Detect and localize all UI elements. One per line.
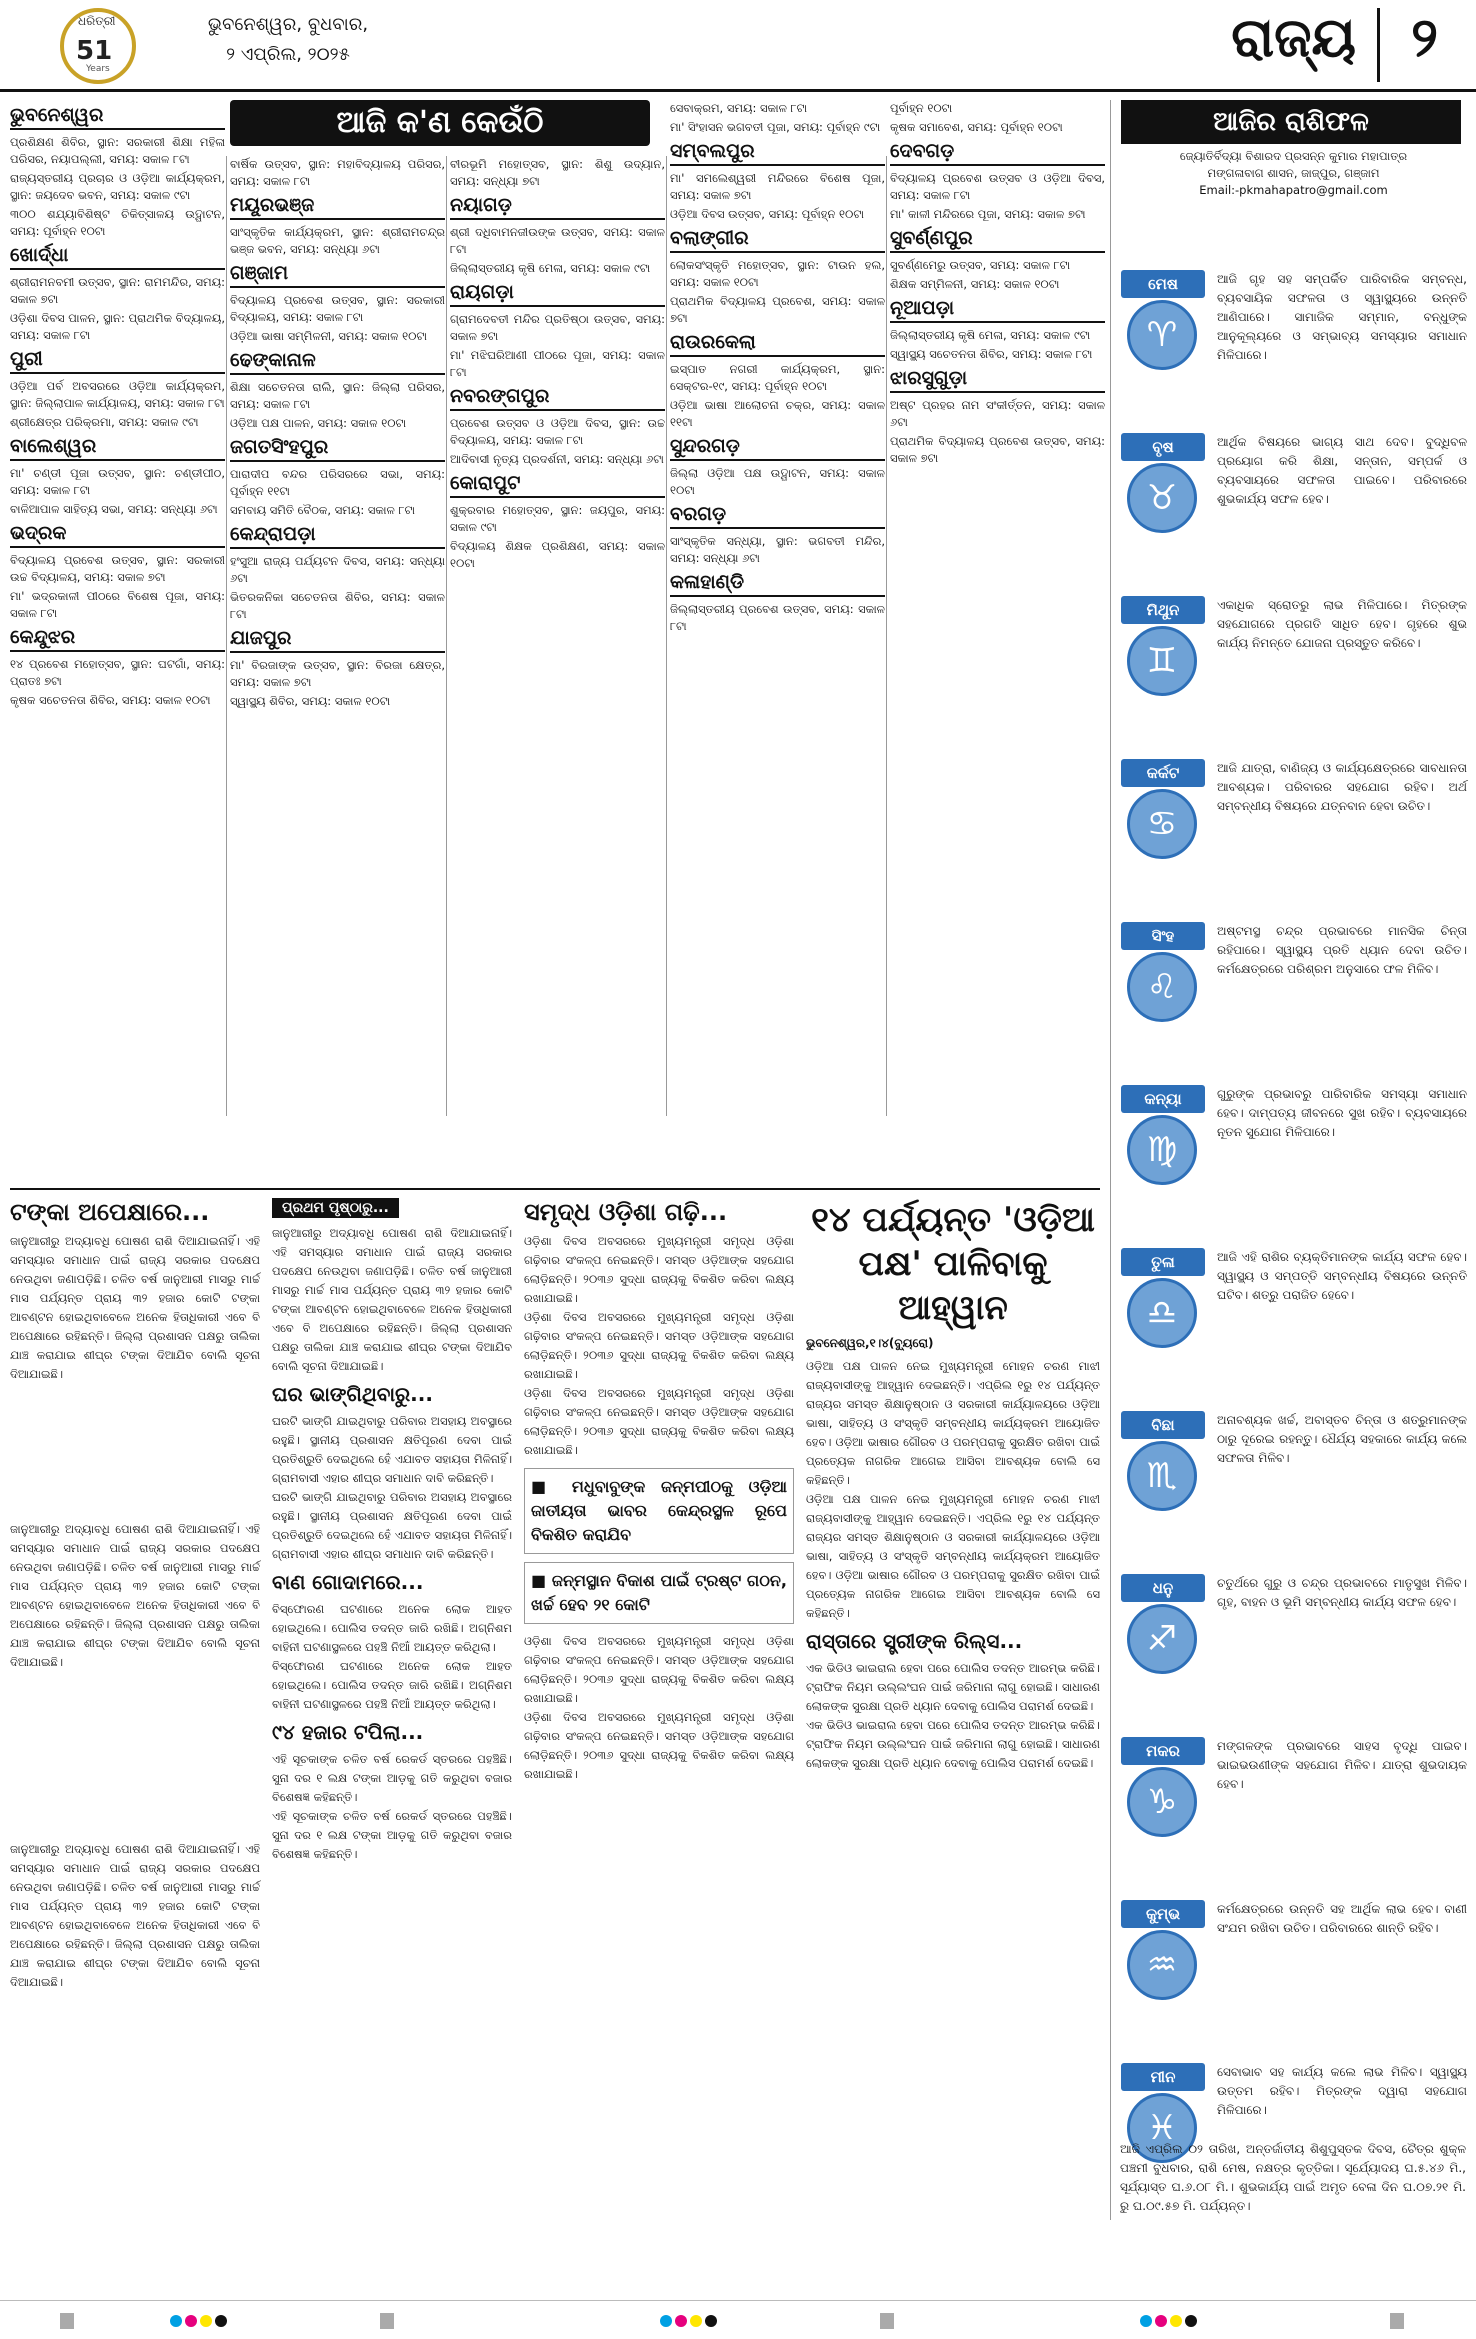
events-column (890, 100, 1105, 469)
sign-name-badge: ସିଂହ (1121, 922, 1205, 950)
event-item: ଜିଲ୍ଲାସ୍ତରୀୟ ପ୍ରବେଶ ଉତ୍ସବ, ସମୟ: ସକାଳ ୮ଟା (670, 602, 885, 633)
event-city-heading: କଳାହାଣ୍ଡି (670, 571, 885, 597)
zodiac-icon: ♍ (1127, 1115, 1197, 1185)
event-item: ବିଦ୍ୟାଳୟ ଶିକ୍ଷକ ପ୍ରଶିକ୍ଷଣ, ସମୟ: ସକାଳ ୧୦ଟା (450, 539, 665, 570)
event-item: ଓଡ଼ିଆ ଭାଷା ସମ୍ମିଳନୀ, ସମୟ: ସକାଳ ୧୦ଟା (230, 329, 428, 343)
ink-dot-icon (1155, 2315, 1167, 2327)
story-body: ବିସ୍ଫୋରଣ ଘଟଣାରେ ଅନେକ ଲୋକ ଆହତ ହୋଇଥିଲେ। ପୋଲିସ ତଦନ୍ତ ଜାରି ରଖିଛି। ଅଗ୍ନିଶମ ବାହିନୀ ଘଟଣାସ୍ଥଳରେ ପହଞ୍ଚି ନିଆଁ ଆୟତ୍ତ କରିଥିଲା। (272, 1659, 512, 1711)
sign-name-badge: କର୍କଟ (1121, 759, 1205, 787)
event-item: ମା' କାଳୀ ମନ୍ଦିରରେ ପୂଜା, ସମୟ: ସକାଳ ୭ଟା (890, 207, 1086, 221)
astrologer-address: ମଙ୍ଗଳାବାଗ ଶାସନ, ଜାଜ୍ପୁର, ଗଞ୍ଜାମ (1207, 166, 1380, 180)
event-item: ଅଷ୍ଟ ପ୍ରହର ନାମ ସଂକୀର୍ତ୍ତନ, ସମୟ: ସକାଳ ୬ଟା (890, 398, 1105, 429)
event-city-heading: ଯାଜପୁର (230, 627, 445, 653)
zodiac-icon: ♐ (1127, 1604, 1197, 1674)
event-item: ସୁବର୍ଣ୍ଣମେରୁ ଉତ୍ସବ, ସମୟ: ସକାଳ ୮ଟା (890, 258, 1071, 272)
event-item: ପ୍ରଶିକ୍ଷଣ ଶିବିର, ସ୍ଥାନ: ସରକାରୀ ଶିକ୍ଷା ମହିଳା ପରିସର, ନୟାପଲ୍ଲୀ, ସମୟ: ସକାଳ ୮ଟା (10, 135, 225, 166)
event-city-heading: ଝାରସୁଗୁଡ଼ା (890, 367, 1105, 393)
event-item: କୃଷକ ସମାବେଶ, ସମୟ: ପୂର୍ବାହ୍ନ ୧୦ଟା (890, 120, 1063, 134)
dateline-place-day: ଭୁବନେଶ୍ୱର, ବୁଧବାର, (207, 14, 369, 35)
print-gray-bar (880, 2313, 894, 2329)
events-column (670, 100, 885, 637)
event-item: ମା' ସମଲେଶ୍ୱରୀ ମନ୍ଦିରରେ ବିଶେଷ ପୂଜା, ସମୟ: ସକାଳ ୭ଟା (670, 171, 885, 202)
horoscope-credit (1121, 148, 1466, 199)
event-item: ସମବାୟ ସମିତି ବୈଠକ, ସମୟ: ସକାଳ ୮ଟା (230, 503, 416, 517)
event-item: ଲୋକସଂସ୍କୃତି ମହୋତ୍ସବ, ସ୍ଥାନ: ଟାଉନ ହଲ, ସମୟ: ସକାଳ ୧୦ଟା (670, 258, 885, 289)
events-banner: ଆଜି କ'ଣ କେଉଁଠି (230, 100, 650, 146)
ink-dot-icon (215, 2315, 227, 2327)
story-body: ଏକ ଭିଡିଓ ଭାଇରାଲ ହେବା ପରେ ପୋଲିସ ତଦନ୍ତ ଆରମ୍ଭ କରିଛି। ଟ୍ରାଫିକ ନିୟମ ଉଲ୍ଲଂଘନ ପାଇଁ ଜରିମାନା ଲାଗୁ ହୋଇଛି। ସାଧାରଣ ଲୋକଙ୍କ ସୁରକ୍ଷା ପ୍ରତି ଧ୍ୟାନ ଦେବାକୁ ପୋଲିସ ପରାମର୍ଶ ଦେଇଛି। (806, 1718, 1100, 1770)
story-body: ଓଡ଼ିଶା ଦିବସ ଅବସରରେ ମୁଖ୍ୟମନ୍ତ୍ରୀ ସମୃଦ୍ଧ ଓଡ଼ିଶା ଗଢ଼ିବାର ସଂକଳ୍ପ ନେଇଛନ୍ତି। ସମସ୍ତ ଓଡ଼ିଆଙ୍କ ସହଯୋଗ ଲୋଡ଼ିଛନ୍ତି। ୨୦୩୬ ସୁଦ୍ଧା ରାଜ୍ୟକୁ ବିକଶିତ କରିବା ଲକ୍ଷ୍ୟ ରଖାଯାଇଛି। (524, 1234, 794, 1305)
event-item: ବାଳିଆପାଳ ସାହିତ୍ୟ ସଭା, ସମୟ: ସନ୍ଧ୍ୟା ୬ଟା (10, 502, 218, 516)
event-item: ଓଡ଼ିଶା ଦିବସ ପାଳନ, ସ୍ଥାନ: ପ୍ରାଥମିକ ବିଦ୍ୟାଳୟ, ସମୟ: ସକାଳ ୮ଟା (10, 311, 225, 342)
event-item: ରାଜ୍ୟସ୍ତରୀୟ ପ୍ରଚାର ଓ ଓଡ଼ିଆ କାର୍ଯ୍ୟକ୍ରମ, ସ୍ଥାନ: ଜୟଦେବ ଭବନ, ସମୟ: ସକାଳ ୯ଟା (10, 171, 225, 202)
sign-name-badge: କୁମ୍ଭ (1121, 1900, 1205, 1928)
sign-name-badge: ବୃଷ (1121, 433, 1205, 461)
event-city-heading: ନୂଆପଡ଼ା (890, 297, 1105, 323)
zodiac-icon: ♏ (1127, 1441, 1197, 1511)
story-payment-wait-cont (10, 1520, 260, 1672)
event-city-heading: ରାଉରକେଲା (670, 331, 885, 357)
event-city-heading: ସମ୍ବଲପୁର (670, 140, 885, 166)
event-item: ମା' ସିଂହାସନ ଭଗବତୀ ପୂଜା, ସମୟ: ପୂର୍ବାହ୍ନ ୯ଟା (670, 120, 881, 134)
page-number: ୨ (1411, 6, 1438, 69)
event-city-heading: ଢେଙ୍କାନାଳ (230, 349, 445, 375)
ink-dot-icon (1170, 2315, 1182, 2327)
event-item: ଓଡ଼ିଆ ପକ୍ଷ ପାଳନ, ସମୟ: ସକାଳ ୧୦ଟା (230, 416, 407, 430)
events-column (10, 100, 225, 711)
event-item: ଶ୍ରୀରାମନବମୀ ଉତ୍ସବ, ସ୍ଥାନ: ରାମମନ୍ଦିର, ସମୟ: ସକାଳ ୭ଟା (10, 275, 225, 306)
event-item: ଓଡ଼ିଆ ପର୍ବ ଅବସରରେ ଓଡ଼ିଆ କାର୍ଯ୍ୟକ୍ରମ, ସ୍ଥାନ: ଜିଲ୍ଲାପାଳ କାର୍ଯ୍ୟାଳୟ, ସମୟ: ସକାଳ ୮ଟା (10, 379, 225, 410)
event-item: ଶ୍ରୀ ଦଧିବାମନଜୀଉଙ୍କ ଉତ୍ସବ, ସମୟ: ସକାଳ ୮ଟା (450, 225, 665, 256)
event-item: ମା' ଭଦ୍ରକାଳୀ ପୀଠରେ ବିଶେଷ ପୂଜା, ସମୟ: ସକାଳ ୮ଟା (10, 589, 225, 620)
column-rule (446, 156, 447, 1116)
story-body: ଜାନୁଆରୀରୁ ଅଦ୍ୟାବଧି ପୋଷଣ ରାଶି ଦିଆଯାଇନାହିଁ। ଏହି ସମସ୍ୟାର ସମାଧାନ ପାଇଁ ରାଜ୍ୟ ସରକାର ପଦକ୍ଷେପ ନେଉଥିବା ଜଣାପଡ଼ିଛି। ଚଳିତ ବର୍ଷ ଜାନୁଆରୀ ମାସରୁ ମାର୍ଚ୍ଚ ମାସ ପର୍ଯ୍ୟନ୍ତ ପ୍ରାୟ ୩୨ ହଜାର କୋଟି ଟଙ୍କା ଆବଣ୍ଟନ ହୋଇଥିବାବେଳେ ଅନେକ ହିତାଧିକାରୀ ଏବେ ବି ଅପେକ୍ଷାରେ ରହିଛନ୍ତି। ଜିଲ୍ଲା ପ୍ରଶାସନ ପକ୍ଷରୁ ତାଲିକା ଯାଞ୍ଚ କରାଯାଇ ଶୀଘ୍ର ଟଙ୍କା ଦିଆଯିବ ବୋଲି ସୂଚନା ଦିଆଯାଇଛି। (10, 1522, 260, 1669)
zodiac-icon: ♒ (1127, 1930, 1197, 2000)
story-title: ରାସ୍ତାରେ ସ୍ତ୍ରୀଙ୍କ ରିଲ୍ସ... (806, 1629, 1023, 1653)
print-footer (0, 2300, 1476, 2339)
event-city-heading: ଦେବଗଡ଼ (890, 140, 1105, 166)
events-column (230, 156, 445, 712)
panchanga-box: ଆଜି ଏପ୍ରିଲ ୦୨ ତାରିଖ, ଅନ୍ତର୍ଜାତୀୟ ଶିଶୁପୁସ୍ତକ ଦିବସ, ଚୈତ୍ର ଶୁକ୍ଳ ପଞ୍ଚମୀ ବୁଧବାର, ରାଶି ମେଷ, ନକ୍ଷତ୍ର କୃତ୍ତିକା। ସୂର୍ଯ୍ୟୋଦୟ ଘ.୫.୪୬ ମି., ସୂର୍ଯ୍ୟାସ୍ତ ଘ.୬.୦୮ ମି.। ଶୁଭକାର୍ଯ୍ୟ ପାଇଁ ଅମୃତ ବେଳା ଦିନ ଘ.୦୭.୨୧ ମି. ରୁ ଘ.୦୯.୫୭ ମି. ପର୍ଯ୍ୟନ୍ତ। (1120, 2142, 1466, 2213)
ink-dot-icon (675, 2315, 687, 2327)
masthead (0, 0, 1476, 92)
story-body: ଓଡ଼ିଶା ଦିବସ ଅବସରରେ ମୁଖ୍ୟମନ୍ତ୍ରୀ ସମୃଦ୍ଧ ଓଡ଼ିଶା ଗଢ଼ିବାର ସଂକଳ୍ପ ନେଇଛନ୍ତି। ସମସ୍ତ ଓଡ଼ିଆଙ୍କ ସହଯୋଗ ଲୋଡ଼ିଛନ୍ତି। ୨୦୩୬ ସୁଦ୍ଧା ରାଜ୍ୟକୁ ବିକଶିତ କରିବା ଲକ୍ଷ୍ୟ ରଖାଯାଇଛି। (524, 1634, 794, 1705)
event-item: ବିଦ୍ୟାଳୟ ପ୍ରବେଶ ଉତ୍ସବ ଓ ଓଡ଼ିଆ ଦିବସ, ସମୟ: ସକାଳ ୮ଟା (890, 171, 1105, 202)
event-item: ଶିକ୍ଷା ସଚେତନତା ରାଲି, ସ୍ଥାନ: ଜିଲ୍ଲା ପରିସର, ସମୟ: ସକାଳ ୮ଟା (230, 380, 445, 411)
event-city-heading: କେନ୍ଦ୍ରାପଡ଼ା (230, 523, 445, 549)
event-city-heading: ଜଗତସିଂହପୁର (230, 436, 445, 462)
years-word: Years (86, 64, 110, 74)
sign-prediction: ଏକାଧିକ ସ୍ରୋତରୁ ଲାଭ ମିଳିପାରେ। ମିତ୍ରଙ୍କ ସହଯୋଗରେ ପ୍ରଗତି ସାଧିତ ହେବ। ଗୃହରେ ଶୁଭ କାର୍ଯ୍ୟ ନିମନ୍ତେ ଯୋଜନା ପ୍ରସ୍ତୁତ କରିବେ। (1217, 598, 1467, 650)
story-title: ବାଣ ଗୋଦାମରେ... (272, 1570, 424, 1594)
event-item: ୧୪ ପ୍ରବେଶ ମହୋତ୍ସବ, ସ୍ଥାନ: ଘଟଗାଁ, ସମୟ: ପ୍ରାତଃ ୭ଟା (10, 657, 225, 688)
sign-name-badge: ମେଷ (1121, 270, 1205, 298)
story-odia-pakhya (806, 1198, 1100, 1773)
event-city-heading: ସୁନ୍ଦରଗଡ଼ (670, 435, 885, 461)
story-body: ଏହି ସୂଚକାଙ୍କ ଚଳିତ ବର୍ଷ ରେକର୍ଡ ସ୍ତରରେ ପହଞ୍ଚିଛି। ସୁନା ଦର ୧ ଲକ୍ଷ ଟଙ୍କା ଆଡ଼କୁ ଗତି କରୁଥିବା ବଜାର ବିଶେଷଜ୍ଞ କହିଛନ୍ତି। (272, 1809, 512, 1861)
event-city-heading: ବରଗଡ଼ (670, 503, 885, 529)
ink-dot-icon (1140, 2315, 1152, 2327)
event-item: ହଂସୁଆ ରାଜ୍ୟ ପର୍ଯ୍ୟଟନ ଦିବସ, ସମୟ: ସନ୍ଧ୍ୟା ୬ଟା (230, 554, 445, 585)
event-item: ଗ୍ରାମଦେବତୀ ମନ୍ଦିର ପ୍ରତିଷ୍ଠା ଉତ୍ସବ, ସମୟ: ସକାଳ ୭ଟା (450, 312, 665, 343)
event-item: ଓଡ଼ିଆ ଦିବସ ଉତ୍ସବ, ସମୟ: ପୂର୍ବାହ୍ନ ୧୦ଟା (670, 207, 864, 221)
story-payment-wait (10, 1198, 260, 1384)
sign-prediction: ଆଜି ଏହି ରାଶିର ବ୍ୟକ୍ତିମାନଙ୍କ କାର୍ଯ୍ୟ ସଫଳ ହେବ। ସ୍ୱାସ୍ଥ୍ୟ ଓ ସମ୍ପତ୍ତି ସମ୍ବନ୍ଧୀୟ ବିଷୟରେ ଉନ୍ନତି ଘଟିବ। ଶତ୍ରୁ ପରାଜିତ ହେବେ। (1217, 1250, 1467, 1302)
event-city-heading: ମୟୂରଭଞ୍ଜ (230, 194, 445, 220)
ink-dot-icon (705, 2315, 717, 2327)
event-item: ଜିଲ୍ଲାସ୍ତରୀୟ କୃଷି ମେଳା, ସମୟ: ସକାଳ ୯ଟା (890, 328, 1091, 342)
sign-name-badge: କନ୍ୟା (1121, 1085, 1205, 1113)
anniversary-logo (40, 6, 180, 86)
event-city-heading: ରାୟଗଡ଼ା (450, 281, 665, 307)
event-item: ବାର୍ଷିକ ଉତ୍ସବ, ସ୍ଥାନ: ମହାବିଦ୍ୟାଳୟ ପରିସର, ସମୟ: ସକାଳ ୮ଟା (230, 157, 445, 188)
section-title: ରାଜ୍ୟ (1231, 6, 1356, 69)
event-item: ସ୍ୱାସ୍ଥ୍ୟ ଶିବିର, ସମୟ: ସକାଳ ୧୦ଟା (230, 694, 391, 708)
event-item: ପ୍ରବେଶ ଉତ୍ସବ ଓ ଓଡ଼ିଆ ଦିବସ, ସ୍ଥାନ: ଉଚ୍ଚ ବିଦ୍ୟାଳୟ, ସମୟ: ସକାଳ ୮ଟା (450, 416, 665, 447)
ink-dot-icon (690, 2315, 702, 2327)
event-item: ପ୍ରାଥମିକ ବିଦ୍ୟାଳୟ ପ୍ରବେଶ ଉତ୍ସବ, ସମୟ: ସକାଳ ୭ଟା (890, 434, 1105, 465)
zodiac-icon: ♑ (1127, 1767, 1197, 1837)
event-city-heading: ଗଞ୍ଜାମ (230, 262, 445, 288)
zodiac-icon: ♊ (1127, 626, 1197, 696)
ink-dot-icon (1185, 2315, 1197, 2327)
ink-dot-icon (185, 2315, 197, 2327)
sign-name-badge: ଧନୁ (1121, 1574, 1205, 1602)
story-body: ଜାନୁଆରୀରୁ ଅଦ୍ୟାବଧି ପୋଷଣ ରାଶି ଦିଆଯାଇନାହିଁ। ଏହି ସମସ୍ୟାର ସମାଧାନ ପାଇଁ ରାଜ୍ୟ ସରକାର ପଦକ୍ଷେପ ନେଉଥିବା ଜଣାପଡ଼ିଛି। ଚଳିତ ବର୍ଷ ଜାନୁଆରୀ ମାସରୁ ମାର୍ଚ୍ଚ ମାସ ପର୍ଯ୍ୟନ୍ତ ପ୍ରାୟ ୩୨ ହଜାର କୋଟି ଟଙ୍କା ଆବଣ୍ଟନ ହୋଇଥିବାବେଳେ ଅନେକ ହିତାଧିକାରୀ ଏବେ ବି ଅପେକ୍ଷାରେ ରହିଛନ୍ତି। ଜିଲ୍ଲା ପ୍ରଶାସନ ପକ୍ଷରୁ ତାଲିକା ଯାଞ୍ଚ କରାଯାଇ ଶୀଘ୍ର ଟଙ୍କା ଦିଆଯିବ ବୋଲି ସୂଚନା ଦିଆଯାଇଛି। (272, 1226, 512, 1373)
event-city-heading: ସୁବର୍ଣ୍ଣପୁର (890, 227, 1105, 253)
event-item: ଇସ୍ପାତ ନଗରୀ କାର୍ଯ୍ୟକ୍ରମ, ସ୍ଥାନ: ସେକ୍ଟର-୧୯, ସମୟ: ପୂର୍ବାହ୍ନ ୧୦ଟା (670, 362, 885, 393)
event-item: ସ୍ୱାସ୍ଥ୍ୟ ସଚେତନତା ଶିବିର, ସମୟ: ସକାଳ ୮ଟା (890, 347, 1093, 361)
ink-dot-icon (660, 2315, 672, 2327)
sign-prediction: ଗୁରୁଙ୍କ ପ୍ରଭାବରୁ ପାରିବାରିକ ସମସ୍ୟା ସମାଧାନ ହେବ। ଦାମ୍ପତ୍ୟ ଜୀବନରେ ସୁଖ ରହିବ। ବ୍ୟବସାୟରେ ନୂତନ ସୁଯୋଗ ମିଳିପାରେ। (1217, 1087, 1467, 1139)
story-body: ଘରଟି ଭାଙ୍ଗି ଯାଇଥିବାରୁ ପରିବାର ଅସହାୟ ଅବସ୍ଥାରେ ରହୁଛି। ସ୍ଥାନୀୟ ପ୍ରଶାସନ କ୍ଷତିପୂରଣ ଦେବା ପାଇଁ ପ୍ରତିଶ୍ରୁତି ଦେଇଥିଲେ ହେଁ ଏଯାବତ ସହାୟତା ମିଳିନାହିଁ। ଗ୍ରାମବାସୀ ଏହାର ଶୀଘ୍ର ସମାଧାନ ଦାବି କରିଛନ୍ତି। (272, 1490, 512, 1561)
sign-prediction: ମଙ୍ଗଳଙ୍କ ପ୍ରଭାବରେ ସାହସ ବୃଦ୍ଧି ପାଇବ। ଭାଇଭଉଣୀଙ୍କ ସହଯୋଗ ମିଳିବ। ଯାତ୍ରା ଶୁଭଦାୟକ ହେବ। (1217, 1739, 1467, 1791)
event-item: ପାରାଦୀପ ବନ୍ଦର ପରିସରରେ ସଭା, ସମୟ: ପୂର୍ବାହ୍ନ ୧୧ଟା (230, 467, 445, 498)
event-item: ବୀରଭୂମି ମହୋତ୍ସବ, ସ୍ଥାନ: ଶିଶୁ ଉଦ୍ୟାନ, ସମୟ: ସନ୍ଧ୍ୟା ୭ଟା (450, 157, 665, 188)
print-gray-bar (60, 2313, 74, 2329)
event-item: ଆଦିବାସୀ ନୃତ୍ୟ ପ୍ରଦର୍ଶନୀ, ସମୟ: ସନ୍ଧ୍ୟା ୬ଟା (450, 452, 664, 466)
event-item: ଶ୍ରୀକ୍ଷେତ୍ର ପରିକ୍ରମା, ସମୟ: ସକାଳ ୯ଟା (10, 415, 199, 429)
story-byline: ଭୁବନେଶ୍ୱର,୧।୪(ବ୍ୟୁରୋ) (806, 1336, 934, 1350)
story-samruddha-odisha (524, 1198, 794, 1784)
story-body: ଘରଟି ଭାଙ୍ଗି ଯାଇଥିବାରୁ ପରିବାର ଅସହାୟ ଅବସ୍ଥାରେ ରହୁଛି। ସ୍ଥାନୀୟ ପ୍ରଶାସନ କ୍ଷତିପୂରଣ ଦେବା ପାଇଁ ପ୍ରତିଶ୍ରୁତି ଦେଇଥିଲେ ହେଁ ଏଯାବତ ସହାୟତା ମିଳିନାହିଁ। ଗ୍ରାମବାସୀ ଏହାର ଶୀଘ୍ର ସମାଧାନ ଦାବି କରିଛନ୍ତି। (272, 1414, 512, 1485)
brand-name: ଧରିତ୍ରୀ (78, 14, 116, 28)
story-title: ଘର ଭାଙ୍ଗିଥିବାରୁ... (272, 1382, 433, 1406)
story-body: ଓଡ଼ିଶା ଦିବସ ଅବସରରେ ମୁଖ୍ୟମନ୍ତ୍ରୀ ସମୃଦ୍ଧ ଓଡ଼ିଶା ଗଢ଼ିବାର ସଂକଳ୍ପ ନେଇଛନ୍ତି। ସମସ୍ତ ଓଡ଼ିଆଙ୍କ ସହଯୋଗ ଲୋଡ଼ିଛନ୍ତି। ୨୦୩୬ ସୁଦ୍ଧା ରାଜ୍ୟକୁ ବିକଶିତ କରିବା ଲକ୍ଷ୍ୟ ରଖାଯାଇଛି। (524, 1386, 794, 1457)
astrologer-name: ଜ୍ୟୋତିର୍ବିଦ୍ୟା ବିଶାରଦ ପ୍ରସନ୍ନ କୁମାର ମହାପାତ୍ର (1179, 149, 1408, 163)
event-item: ଶୁକ୍ରବାର ମହୋତ୍ସବ, ସ୍ଥାନ: ଜୟପୁର, ସମୟ: ସକାଳ ୯ଟା (450, 503, 665, 534)
sign-name-badge: ତୁଳା (1121, 1248, 1205, 1276)
sign-prediction: ଅନାବଶ୍ୟକ ଖର୍ଚ୍ଚ, ଅବାସ୍ତବ ଚିନ୍ତା ଓ ଶତ୍ରୁମାନଙ୍କ ଠାରୁ ଦୂରେଇ ରହନ୍ତୁ। ଧୈର୍ଯ୍ୟ ସହକାରେ କାର୍ଯ୍ୟ କଲେ ସଫଳତା ମିଳିବ। (1217, 1413, 1467, 1465)
event-item: ସାଂସ୍କୃତିକ ସନ୍ଧ୍ୟା, ସ୍ଥାନ: ଭଗବତୀ ମନ୍ଦିର, ସମୟ: ସନ୍ଧ୍ୟା ୬ଟା (670, 534, 885, 565)
zodiac-icon: ♉ (1127, 463, 1197, 533)
sign-name-badge: ମୀନ (1121, 2063, 1205, 2091)
ink-dot-icon (200, 2315, 212, 2327)
zodiac-icon: ♌ (1127, 952, 1197, 1022)
event-item: ଜିଲ୍ଲା ଓଡ଼ିଆ ପକ୍ଷ ଉଦ୍ଘାଟନ, ସମୟ: ସକାଳ ୧୦ଟା (670, 466, 885, 497)
sign-prediction: ଚତୁର୍ଥରେ ଗୁରୁ ଓ ଚନ୍ଦ୍ର ପ୍ରଭାବରେ ମାତୃସୁଖ ମିଳିବ। ଗୃହ, ବାହନ ଓ ଭୂମି ସମ୍ବନ୍ଧୀୟ କାର୍ଯ୍ୟ ସଫଳ ହେବ। (1217, 1576, 1467, 1609)
event-city-heading: ଭଦ୍ରକ (10, 522, 225, 548)
sign-prediction: ଆଜି ଯାତ୍ରା, ବାଣିଜ୍ୟ ଓ କାର୍ଯ୍ୟକ୍ଷେତ୍ରରେ ସାବଧାନତା ଆବଶ୍ୟକ। ପରିବାରର ସହଯୋଗ ରହିବ। ଅର୍ଥ ସମ୍ବନ୍ଧୀୟ ବିଷୟରେ ଯତ୍ନବାନ ହେବା ଉଚିତ। (1217, 761, 1467, 813)
story-title: ସମୃଦ୍ଧ ଓଡ଼ିଶା ଗଢ଼ି... (524, 1198, 728, 1226)
column-rule (666, 156, 667, 1116)
story-body: ଓଡ଼ିଆ ପକ୍ଷ ପାଳନ ନେଇ ମୁଖ୍ୟମନ୍ତ୍ରୀ ମୋହନ ଚରଣ ମାଝୀ ରାଜ୍ୟବାସୀଙ୍କୁ ଆହ୍ୱାନ ଦେଇଛନ୍ତି। ଏପ୍ରିଲ ୧ରୁ ୧୪ ପର୍ଯ୍ୟନ୍ତ ରାଜ୍ୟର ସମସ୍ତ ଶିକ୍ଷାନୁଷ୍ଠାନ ଓ ସରକାରୀ କାର୍ଯ୍ୟାଳୟରେ ଓଡ଼ିଆ ଭାଷା, ସାହିତ୍ୟ ଓ ସଂସ୍କୃତି ସମ୍ବନ୍ଧୀୟ କାର୍ଯ୍ୟକ୍ରମ ଆୟୋଜିତ ହେବ। ଓଡ଼ିଆ ଭାଷାର ଗୌରବ ଓ ପରମ୍ପରାକୁ ସୁରକ୍ଷିତ ରଖିବା ପାଇଁ ପ୍ରତ୍ୟେକ ନାଗରିକ ଆଗେଇ ଆସିବା ଆବଶ୍ୟକ ବୋଲି ସେ କହିଛନ୍ତି। (806, 1492, 1100, 1620)
highlight-box: ■ ମଧୁବାବୁଙ୍କ ଜନ୍ମପୀଠକୁ ଓଡ଼ିଆ ଜାତୀୟତା ଭାବର କେନ୍ଦ୍ରସ୍ଥଳ ରୂପେ ବିକଶିତ କରାଯିବ (524, 1468, 794, 1554)
zodiac-icon: ♎ (1127, 1278, 1197, 1348)
event-city-heading: କୋରାପୁଟ (450, 472, 665, 498)
column-rule (226, 156, 227, 1116)
column-rule (886, 156, 887, 1116)
event-item: ବିଦ୍ୟାଳୟ ପ୍ରବେଶ ଉତ୍ସବ, ସ୍ଥାନ: ସରକାରୀ ବିଦ୍ୟାଳୟ, ସମୟ: ସକାଳ ୮ଟା (230, 293, 445, 324)
stories-section (10, 1188, 1100, 2228)
events-section (10, 100, 1105, 1180)
story-body: ଜାନୁଆରୀରୁ ଅଦ୍ୟାବଧି ପୋଷଣ ରାଶି ଦିଆଯାଇନାହିଁ। ଏହି ସମସ୍ୟାର ସମାଧାନ ପାଇଁ ରାଜ୍ୟ ସରକାର ପଦକ୍ଷେପ ନେଉଥିବା ଜଣାପଡ଼ିଛି। ଚଳିତ ବର୍ଷ ଜାନୁଆରୀ ମାସରୁ ମାର୍ଚ୍ଚ ମାସ ପର୍ଯ୍ୟନ୍ତ ପ୍ରାୟ ୩୨ ହଜାର କୋଟି ଟଙ୍କା ଆବଣ୍ଟନ ହୋଇଥିବାବେଳେ ଅନେକ ହିତାଧିକାରୀ ଏବେ ବି ଅପେକ୍ଷାରେ ରହିଛନ୍ତି। ଜିଲ୍ଲା ପ୍ରଶାସନ ପକ୍ଷରୁ ତାଲିକା ଯାଞ୍ଚ କରାଯାଇ ଶୀଘ୍ର ଟଙ୍କା ଦିଆଯିବ ବୋଲି ସୂଚନା ଦିଆଯାଇଛି। (10, 1842, 260, 1989)
dateline-date: ୨ ଏପ୍ରିଲ, ୨୦୨୫ (226, 44, 350, 65)
astrologer-email: Email:-pkmahapatro@gmail.com (1199, 183, 1388, 197)
story-body: ବିସ୍ଫୋରଣ ଘଟଣାରେ ଅନେକ ଲୋକ ଆହତ ହୋଇଥିଲେ। ପୋଲିସ ତଦନ୍ତ ଜାରି ରଖିଛି। ଅଗ୍ନିଶମ ବାହିନୀ ଘଟଣାସ୍ଥଳରେ ପହଞ୍ଚି ନିଆଁ ଆୟତ୍ତ କରିଥିଲା। (272, 1602, 512, 1654)
story-title: ୯୪ ହଜାର ଟପିଲା... (272, 1720, 424, 1744)
from-front-page-label: ପ୍ରଥମ ପୃଷ୍ଠାରୁ... (272, 1198, 399, 1218)
color-registration-mark (1140, 2315, 1197, 2327)
sign-name-badge: ବିଛା (1121, 1411, 1205, 1439)
print-gray-bar (380, 2313, 394, 2329)
event-city-heading: ବାଲେଶ୍ୱର (10, 435, 225, 461)
story-body: ଏକ ଭିଡିଓ ଭାଇରାଲ ହେବା ପରେ ପୋଲିସ ତଦନ୍ତ ଆରମ୍ଭ କରିଛି। ଟ୍ରାଫିକ ନିୟମ ଉଲ୍ଲଂଘନ ପାଇଁ ଜରିମାନା ଲାଗୁ ହୋଇଛି। ସାଧାରଣ ଲୋକଙ୍କ ସୁରକ୍ଷା ପ୍ରତି ଧ୍ୟାନ ଦେବାକୁ ପୋଲିସ ପରାମର୍ଶ ଦେଇଛି। (806, 1661, 1100, 1713)
story-body: ଜାନୁଆରୀରୁ ଅଦ୍ୟାବଧି ପୋଷଣ ରାଶି ଦିଆଯାଇନାହିଁ। ଏହି ସମସ୍ୟାର ସମାଧାନ ପାଇଁ ରାଜ୍ୟ ସରକାର ପଦକ୍ଷେପ ନେଉଥିବା ଜଣାପଡ଼ିଛି। ଚଳିତ ବର୍ଷ ଜାନୁଆରୀ ମାସରୁ ମାର୍ଚ୍ଚ ମାସ ପର୍ଯ୍ୟନ୍ତ ପ୍ରାୟ ୩୨ ହଜାର କୋଟି ଟଙ୍କା ଆବଣ୍ଟନ ହୋଇଥିବାବେଳେ ଅନେକ ହିତାଧିକାରୀ ଏବେ ବି ଅପେକ୍ଷାରେ ରହିଛନ୍ତି। ଜିଲ୍ଲା ପ୍ରଶାସନ ପକ୍ଷରୁ ତାଲିକା ଯାଞ୍ଚ କରାଯାଇ ଶୀଘ୍ର ଟଙ୍କା ଦିଆଯିବ ବୋଲି ସୂଚନା ଦିଆଯାଇଛି। (10, 1234, 260, 1381)
events-column (450, 156, 665, 574)
zodiac-icon: ♓ (1127, 2093, 1197, 2163)
story-body: ଓଡ଼ିଶା ଦିବସ ଅବସରରେ ମୁଖ୍ୟମନ୍ତ୍ରୀ ସମୃଦ୍ଧ ଓଡ଼ିଶା ଗଢ଼ିବାର ସଂକଳ୍ପ ନେଇଛନ୍ତି। ସମସ୍ତ ଓଡ଼ିଆଙ୍କ ସହଯୋଗ ଲୋଡ଼ିଛନ୍ତି। ୨୦୩୬ ସୁଦ୍ଧା ରାଜ୍ୟକୁ ବିକଶିତ କରିବା ଲକ୍ଷ୍ୟ ରଖାଯାଇଛି। (524, 1710, 794, 1781)
story-body: ଓଡ଼ିଆ ପକ୍ଷ ପାଳନ ନେଇ ମୁଖ୍ୟମନ୍ତ୍ରୀ ମୋହନ ଚରଣ ମାଝୀ ରାଜ୍ୟବାସୀଙ୍କୁ ଆହ୍ୱାନ ଦେଇଛନ୍ତି। ଏପ୍ରିଲ ୧ରୁ ୧୪ ପର୍ଯ୍ୟନ୍ତ ରାଜ୍ୟର ସମସ୍ତ ଶିକ୍ଷାନୁଷ୍ଠାନ ଓ ସରକାରୀ କାର୍ଯ୍ୟାଳୟରେ ଓଡ଼ିଆ ଭାଷା, ସାହିତ୍ୟ ଓ ସଂସ୍କୃତି ସମ୍ବନ୍ଧୀୟ କାର୍ଯ୍ୟକ୍ରମ ଆୟୋଜିତ ହେବ। ଓଡ଼ିଆ ଭାଷାର ଗୌରବ ଓ ପରମ୍ପରାକୁ ସୁରକ୍ଷିତ ରଖିବା ପାଇଁ ପ୍ରତ୍ୟେକ ନାଗରିକ ଆଗେଇ ଆସିବା ଆବଶ୍ୟକ ବୋଲି ସେ କହିଛନ୍ତି। (806, 1359, 1100, 1487)
event-city-heading: ନବରଙ୍ଗପୁର (450, 385, 665, 411)
event-item: ପ୍ରାଥମିକ ବିଦ୍ୟାଳୟ ପ୍ରବେଶ, ସମୟ: ସକାଳ ୭ଟା (670, 294, 885, 325)
event-item: ଶିକ୍ଷକ ସମ୍ମିଳନୀ, ସମୟ: ସକାଳ ୧୦ଟା (890, 277, 1060, 291)
lead-headline: ୧୪ ପର୍ଯ୍ୟନ୍ତ 'ଓଡ଼ିଆ ପକ୍ଷ' ପାଳିବାକୁ ଆହ୍ୱାନ (811, 1200, 1095, 1328)
event-city-heading: ପୁରୀ (10, 348, 225, 374)
story-title: ଟଙ୍କା ଅପେକ୍ଷାରେ... (10, 1198, 210, 1226)
ink-dot-icon (170, 2315, 182, 2327)
section-divider (1377, 8, 1380, 82)
event-item: ମା' ବିରଜାଙ୍କ ଉତ୍ସବ, ସ୍ଥାନ: ବିରଜା କ୍ଷେତ୍ର, ସମୟ: ସକାଳ ୭ଟା (230, 658, 445, 689)
event-item: ମା' ଚଣ୍ଡୀ ପୂଜା ଉତ୍ସବ, ସ୍ଥାନ: ଚଣ୍ଡୀପୀଠ, ସମୟ: ସକାଳ ୮ଟା (10, 466, 225, 497)
story-payment-wait-cont2 (10, 1840, 260, 1992)
highlight-box: ■ ଜନ୍ମସ୍ଥାନ ବିକାଶ ପାଇଁ ଟ୍ରଷ୍ଟ ଗଠନ, ଖର୍ଚ୍ଚ ହେବ ୨୧ କୋଟି (524, 1562, 794, 1624)
event-item: ଭିତରକନିକା ସଚେତନତା ଶିବିର, ସମୟ: ସକାଳ ୮ଟା (230, 590, 445, 621)
sign-prediction: ସେବାଭାବ ସହ କାର୍ଯ୍ୟ କଲେ ଲାଭ ମିଳିବ। ସ୍ୱାସ୍ଥ୍ୟ ଉତ୍ତମ ରହିବ। ମିତ୍ରଙ୍କ ଦ୍ୱାରା ସହଯୋଗ ମିଳିପାରେ। (1217, 2065, 1467, 2117)
sign-name-badge: ମିଥୁନ (1121, 596, 1205, 624)
story-front-page-cont (272, 1198, 512, 1864)
event-city-heading: ନୟାଗଡ଼ (450, 194, 665, 220)
event-item: ଜିଲ୍ଲାସ୍ତରୀୟ କୃଷି ମେଳା, ସମୟ: ସକାଳ ୯ଟା (450, 261, 651, 275)
sign-prediction: କର୍ମକ୍ଷେତ୍ରରେ ଉନ୍ନତି ସହ ଆର୍ଥିକ ଲାଭ ହେବ। ବାଣୀ ସଂଯମ ରଖିବା ଉଚିତ। ପରିବାରରେ ଶାନ୍ତି ରହିବ। (1217, 1902, 1467, 1935)
event-item: ବିଦ୍ୟାଳୟ ପ୍ରବେଶ ଉତ୍ସବ, ସ୍ଥାନ: ସରକାରୀ ଉଚ୍ଚ ବିଦ୍ୟାଳୟ, ସମୟ: ସକାଳ ୭ଟା (10, 553, 225, 584)
story-body: ଓଡ଼ିଶା ଦିବସ ଅବସରରେ ମୁଖ୍ୟମନ୍ତ୍ରୀ ସମୃଦ୍ଧ ଓଡ଼ିଶା ଗଢ଼ିବାର ସଂକଳ୍ପ ନେଇଛନ୍ତି। ସମସ୍ତ ଓଡ଼ିଆଙ୍କ ସହଯୋଗ ଲୋଡ଼ିଛନ୍ତି। ୨୦୩୬ ସୁଦ୍ଧା ରାଜ୍ୟକୁ ବିକଶିତ କରିବା ଲକ୍ଷ୍ୟ ରଖାଯାଇଛି। (524, 1310, 794, 1381)
horoscope-title: ଆଜିର ରାଶିଫଳ (1121, 100, 1461, 144)
event-city-heading: ବଲାଙ୍ଗୀର (670, 227, 885, 253)
event-city-heading: କେନ୍ଦୁଝର (10, 626, 225, 652)
event-item: ପୂର୍ବାହ୍ନ ୧୦ଟା (890, 101, 953, 115)
sign-name-badge: ମକର (1121, 1737, 1205, 1765)
sign-prediction: ଅଷ୍ଟମସ୍ଥ ଚନ୍ଦ୍ର ପ୍ରଭାବରେ ମାନସିକ ଚିନ୍ତା ରହିପାରେ। ସ୍ୱାସ୍ଥ୍ୟ ପ୍ରତି ଧ୍ୟାନ ଦେବା ଉଚିତ। କର୍ମକ୍ଷେତ୍ରରେ ପରିଶ୍ରମ ଅନୁସାରେ ଫଳ ମିଳିବ। (1217, 924, 1467, 976)
color-registration-mark (170, 2315, 227, 2327)
zodiac-icon: ♈ (1127, 300, 1197, 370)
print-gray-bar (1390, 2313, 1404, 2329)
sign-prediction: ଆଜି ଗୃହ ସହ ସମ୍ପର୍କିତ ପାରିବାରିକ ସମ୍ବନ୍ଧ, ବ୍ୟବସାୟିକ ସଫଳତା ଓ ସ୍ୱାସ୍ଥ୍ୟରେ ଉନ୍ନତି ଆଣିପାରେ। ସାମାଜିକ ସମ୍ମାନ, ବନ୍ଧୁଙ୍କ ଆନୁକୂଲ୍ୟରେ ଓ ସମ୍ଭାବ୍ୟ ସମସ୍ୟାର ସମାଧାନ ମିଳିପାରେ। (1217, 272, 1467, 362)
zodiac-icon: ♋ (1127, 789, 1197, 859)
dateline (188, 10, 388, 70)
sign-prediction: ଆର୍ଥିକ ବିଷୟରେ ଭାଗ୍ୟ ସାଥ ଦେବ। ବୁଦ୍ଧିବଳ ପ୍ରୟୋଗ କରି ଶିକ୍ଷା, ସନ୍ତାନ, ସମ୍ପର୍କ ଓ ବ୍ୟବସାୟରେ ସଫଳତା ପାଇବେ। ପରିବାରରେ ଶୁଭକାର୍ଯ୍ୟ ସଫଳ ହେବ। (1217, 435, 1467, 506)
event-item: ମା' ମଝିଘରିଆଣୀ ପୀଠରେ ପୂଜା, ସମୟ: ସକାଳ ୮ଟା (450, 348, 665, 379)
event-item: ୩୦୦ ଶଯ୍ୟାବିଶିଷ୍ଟ ଚିକିତ୍ସାଳୟ ଉଦ୍ଘାଟନ, ସମୟ: ପୂର୍ବାହ୍ନ ୧୦ଟା (10, 207, 225, 238)
event-item: କୃଷକ ସଚେତନତା ଶିବିର, ସମୟ: ସକାଳ ୧୦ଟା (10, 693, 211, 707)
event-item: ସେବାକ୍ରମ, ସମୟ: ସକାଳ ୮ଟା (670, 101, 808, 115)
event-city-heading: ଭୁବନେଶ୍ୱର (10, 104, 225, 130)
years-number: 51 (76, 36, 113, 66)
color-registration-mark (660, 2315, 717, 2327)
event-item: ଓଡ଼ିଆ ଭାଷା ଆଲୋଚନା ଚକ୍ର, ସମୟ: ସକାଳ ୧୧ଟା (670, 398, 885, 429)
horoscope-section (1110, 100, 1466, 2220)
event-city-heading: ଖୋର୍ଦ୍ଧା (10, 244, 225, 270)
story-body: ଏହି ସୂଚକାଙ୍କ ଚଳିତ ବର୍ଷ ରେକର୍ଡ ସ୍ତରରେ ପହଞ୍ଚିଛି। ସୁନା ଦର ୧ ଲକ୍ଷ ଟଙ୍କା ଆଡ଼କୁ ଗତି କରୁଥିବା ବଜାର ବିଶେଷଜ୍ଞ କହିଛନ୍ତି। (272, 1752, 512, 1804)
event-item: ସାଂସ୍କୃତିକ କାର୍ଯ୍ୟକ୍ରମ, ସ୍ଥାନ: ଶ୍ରୀରାମଚନ୍ଦ୍ର ଭଞ୍ଜ ଭବନ, ସମୟ: ସନ୍ଧ୍ୟା ୬ଟା (230, 225, 445, 256)
